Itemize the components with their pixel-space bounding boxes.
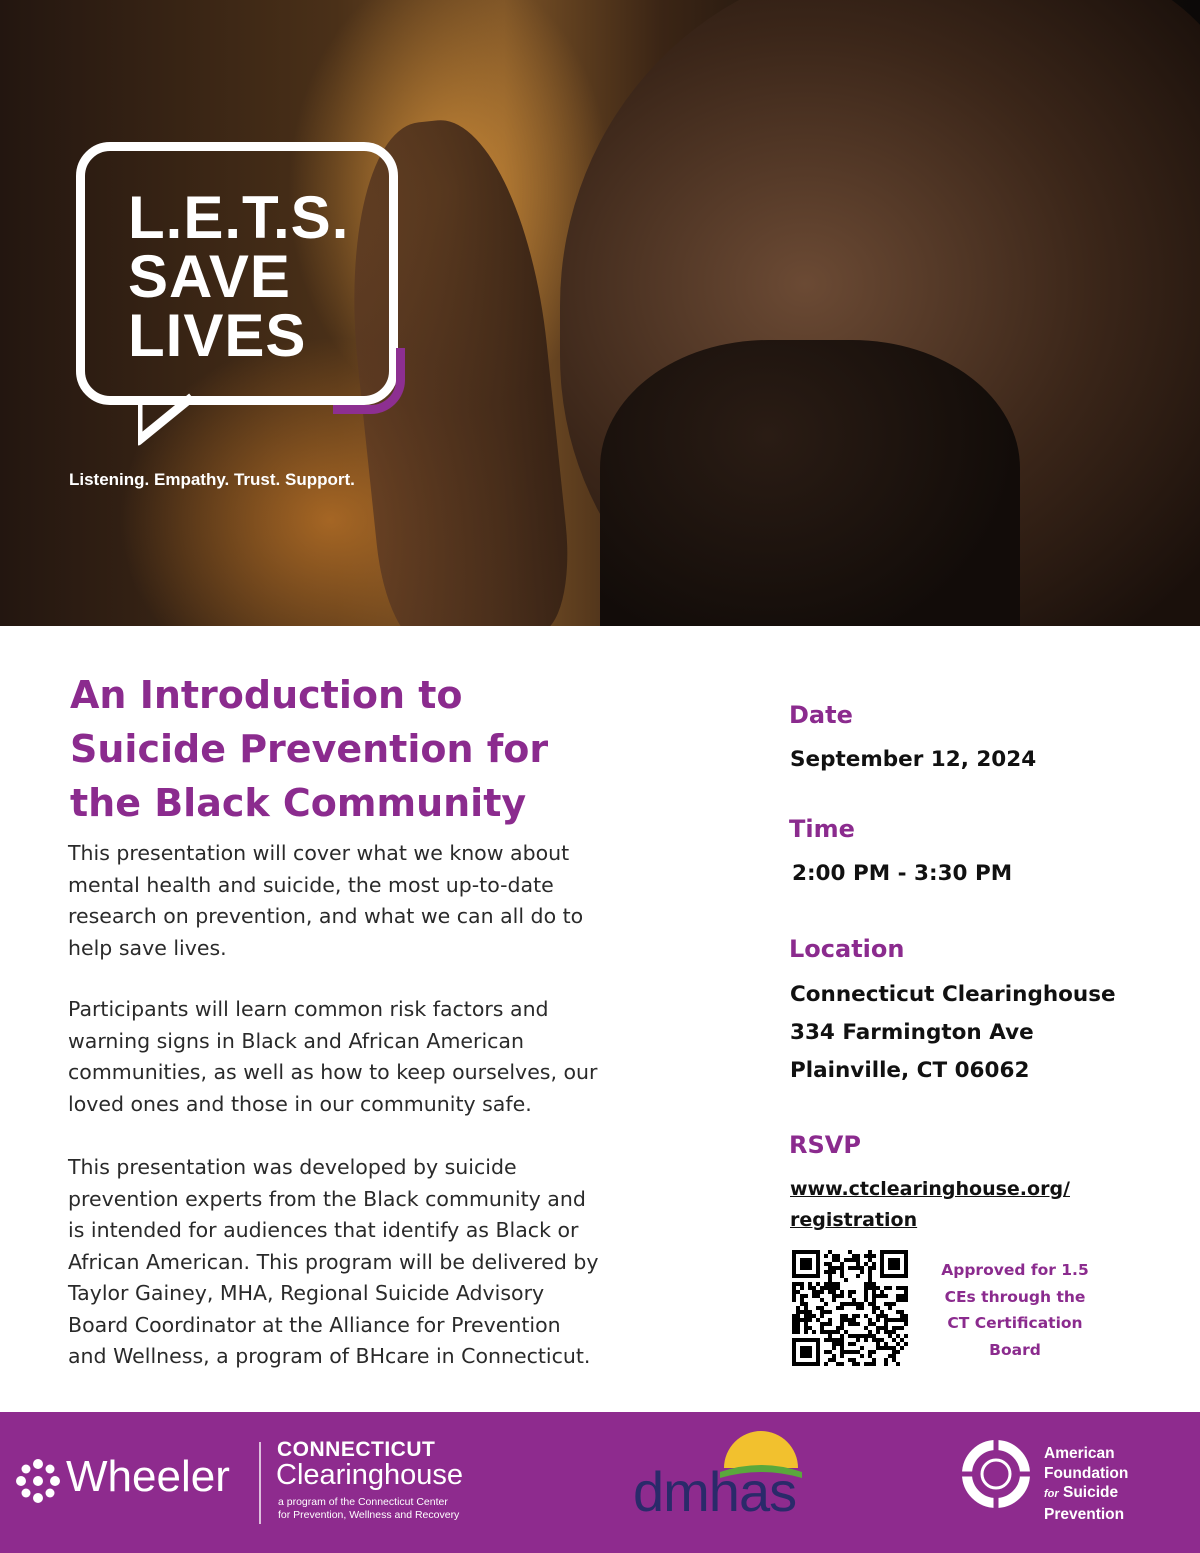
paragraph-line: research on prevention, and what we can all do to [68,904,584,928]
title-line: Suicide Prevention for [70,727,549,771]
description-paragraph-1 [68,838,708,964]
rsvp-link-line[interactable]: www.ctclearinghouse.org/ [790,1178,1070,1200]
tagline: Listening. Empathy. Trust. Support. [69,470,355,489]
clearinghouse-main-text: Clearinghouse [276,1459,464,1491]
title-line: the Black Community [70,781,527,825]
location-address [790,976,1116,1090]
time-value: 2:00 PM - 3:30 PM [792,861,1013,886]
dmhas-logo-text: dmhas [633,1460,797,1523]
paragraph-line: is intended for audiences that identify as Black or [68,1218,579,1242]
date-value: September 12, 2024 [790,747,1037,772]
approval-line: Board [989,1340,1041,1359]
speech-bubble-tail-icon [138,389,212,449]
paragraph-line: loved ones and those in our community safe. [68,1091,532,1116]
paragraph-line: and Wellness, a program of BHcare in Connecticut. [68,1344,591,1368]
paragraph-line: communities, as well as how to keep ourselves, our [68,1060,598,1084]
clearinghouse-subtext-line: a program of the Connecticut Center [278,1496,448,1508]
logo-line-3: LIVES [128,302,307,369]
rsvp-link-line[interactable]: registration [790,1209,918,1231]
rsvp-label: RSVP [789,1131,861,1159]
approval-line: CT Certification [947,1314,1083,1332]
clearinghouse-subtext-line: for Prevention, Wellness and Recovery [278,1509,460,1521]
paragraph-line: warning signs in Black and African American [68,1028,524,1053]
rsvp-link[interactable] [790,1174,1090,1236]
afsp-line: Prevention [1044,1505,1125,1523]
afsp-line: Suicide [1062,1484,1119,1501]
paragraph-line: Board Coordinator at the Alliance for Prevention [68,1312,561,1337]
paragraph-line: help save lives. [68,935,227,960]
paragraph-line: mental health and suicide, the most up-to-date [68,872,554,897]
clearinghouse-top-text: CONNECTICUT [277,1438,436,1461]
wheeler-logo-text: Wheeler [66,1452,230,1501]
footer-divider [259,1442,261,1524]
afsp-logo-text [1044,1444,1128,1524]
portrait-beard [600,340,1020,626]
event-title [70,668,548,830]
logo-line-1: L.E.T.S. [128,184,350,251]
description-paragraph-3 [68,1152,708,1373]
paragraph-line: African American. This program will be delivered by [68,1249,599,1274]
life-ring-icon [962,1440,1030,1508]
date-label: Date [789,701,853,729]
paragraph-line: This presentation will cover what we know about [68,841,570,865]
time-label: Time [789,815,855,843]
wheeler-flower-icon [14,1457,62,1505]
address-line: 334 Farmington Ave [790,1020,1034,1045]
address-line: Connecticut Clearinghouse [790,982,1116,1007]
approval-line: CEs through the [944,1287,1086,1306]
paragraph-line: prevention experts from the Black community and [68,1186,586,1211]
address-line: Plainville, CT 06062 [790,1058,1030,1083]
afsp-line: American [1044,1445,1115,1462]
approval-line: Approved for 1.5 [941,1261,1089,1279]
logo-accent-corner [333,348,405,414]
title-line: An Introduction to [70,673,463,717]
description-paragraph-2 [68,994,708,1120]
afsp-line: Foundation [1044,1464,1129,1482]
paragraph-line: Taylor Gainey, MHA, Regional Suicide Advisory [68,1281,545,1305]
qr-code[interactable] [792,1250,908,1366]
paragraph-line: Participants will learn common risk factors and [68,997,549,1021]
hero-photo [0,0,1200,626]
clearinghouse-subtext [278,1496,498,1522]
paragraph-line: This presentation was developed by suicide [68,1155,517,1179]
ce-approval-note [940,1257,1090,1363]
afsp-for-word: for [1044,1488,1059,1500]
logo-line-2: SAVE [128,243,291,310]
location-label: Location [789,935,905,963]
sponsor-footer [0,1412,1200,1553]
